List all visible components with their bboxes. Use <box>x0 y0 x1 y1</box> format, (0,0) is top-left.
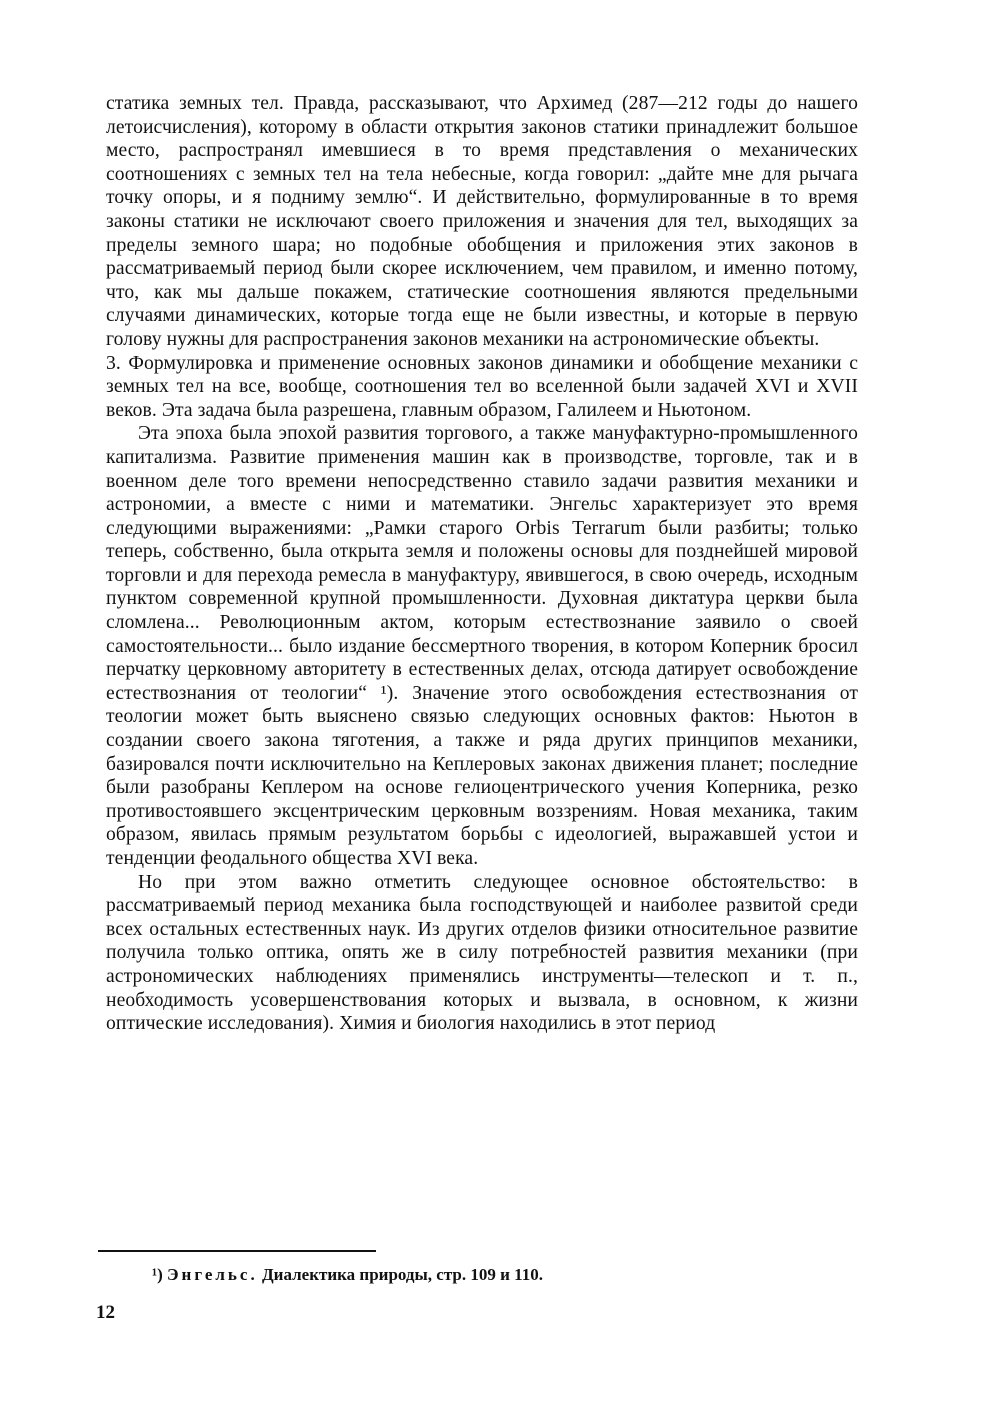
page-number: 12 <box>96 1302 115 1323</box>
footnote-text: Диалектика природы, стр. 109 и 110. <box>261 1265 543 1284</box>
footnote-divider <box>98 1250 376 1252</box>
paragraph-4: Но при этом важно отметить следующее основное обстоятельство: в рассматриваемый период механика была господствующей и наиболее развитой среди всех остальных естественных наук. Из других отделов физики относительное развитие получила только оптика, опять же в силу потребностей развития механики (при астрономических наблюдениях применялись инструменты—телескоп и т. п., необходимость усовершенствования которых и вызвала, в основном, к жизни оптические исследования). Химия и биология находились в этот период <box>106 871 858 1035</box>
paragraph-2: 3. Формулировка и применение основных законов динамики и обобщение механики с земных тел на все, вообще, соотношения тел во вселенной были задачей XVI и XVII веков. Эта задача была разрешена, главным образом, Галилеем и Ньютоном. <box>106 352 858 421</box>
footnote-marker: ¹) <box>152 1265 163 1284</box>
footnote-author: Энгельс. <box>167 1265 258 1284</box>
paragraph-3: Эта эпоха была эпохой развития торгового, а также мануфактурно-промышленного капитализма. Развитие применения машин как в производстве, торговле, так и в военном деле того времени непосредственно ставило задачи развития механики и астрономии, а вместе с ними и математики. Энгельс характеризует это время следующими выражениями: „Рамки старого Orbis Terrarum были разбиты; только теперь, собственно, была открыта земля и положены основы для позднейшей мировой торговли и для перехода ремесла в мануфактуру, явившегося, в свою очередь, исходным пунктом современной крупной промышленности. Духовная диктатура церкви была сломлена... Революционным актом, которым естествознание заявило о своей самостоятельности... было издание бессмертного творения, в котором Коперник бросил перчатку церковному авторитету в естественных делах, отсюда датирует освобождение естествознания от теологии“ ¹). Значение этого освобождения естествознания от теологии может быть выяснено связью следующих основных фактов: Ньютон в создании своего закона тяготения, а также и ряда других принципов механики, базировался почти исключительно на Кеплеровых законах движения планет; последние были разобраны Кеплером на основе гелиоцентрического учения Коперника, резко противостоявшего эксцентрическим церковным воззрениям. Новая механика, таким образом, явилась прямым результатом борьбы с идеологией, выражавшей устои и тенденции феодального общества XVI века. <box>106 423 858 869</box>
paragraph-1: статика земных тел. Правда, рассказывают, что Архимед (287—212 годы до нашего летоисчисления), которому в области открытия законов статики принадлежит большое место, распространял имевшиеся в то время представления о механических соотношениях с земных тел на тела небесные, когда говорил: „дайте мне для рычага точку опоры, и я подниму землю“. И действительно, формулированные в то время законы статики не исключают своего приложения и значения для тел, выходящих за пределы земного шара; но подобные обобщения и приложения этих законов в рассматриваемый период были скорее исключением, чем правилом, и именно потому, что, как мы дальше покажем, статические соотношения являются предельными случаями динамических, которые тогда еще не были известны, и которые в первую голову нужны для распространения законов механики на астрономические объекты. <box>106 93 858 350</box>
footnote <box>152 1265 543 1285</box>
body-text <box>106 92 858 1036</box>
